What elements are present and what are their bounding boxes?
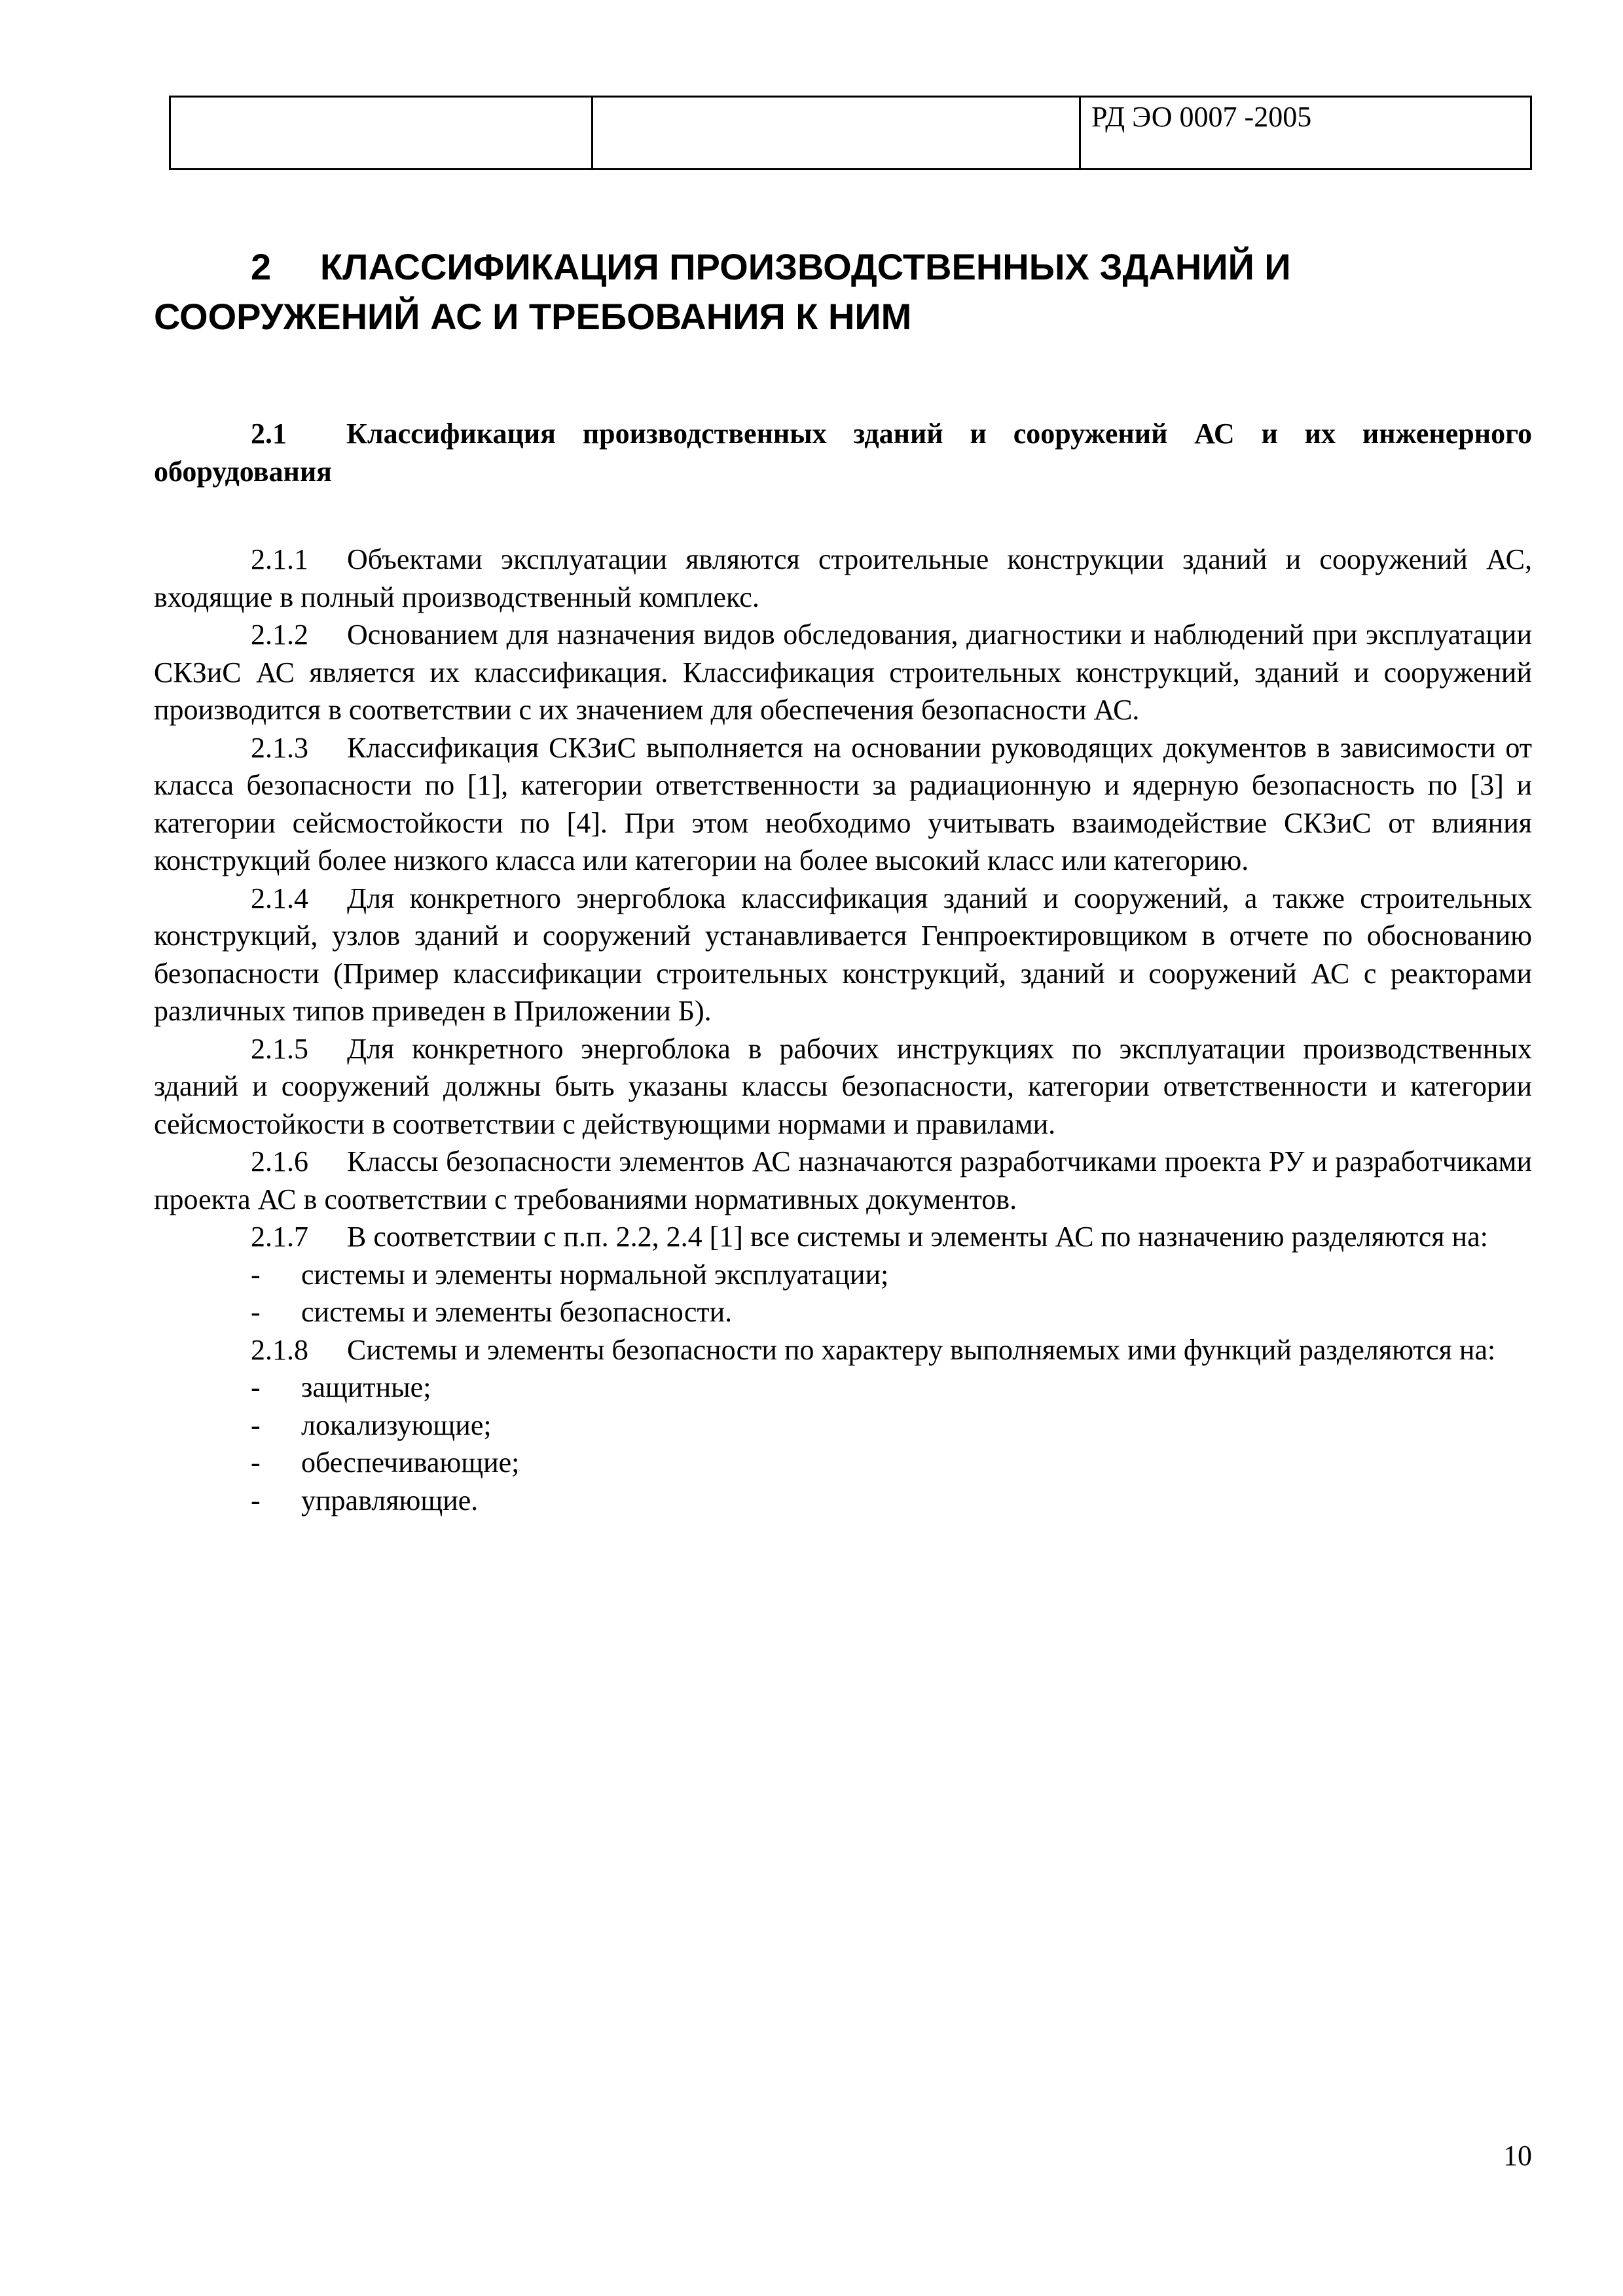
paragraph	[154, 1143, 1532, 1218]
paragraph-number: 2.1.2	[251, 619, 308, 651]
paragraph-text: Основанием для назначения видов обследования, диагностики и наблюдений при эксплуатации СКЗиС АС является их классификация. Классификация строительных конструкций, зданий и сооружений производится в соответствии с их значением для обеспечения безопасности АС.	[154, 619, 1532, 726]
list-item-text: управляющие.	[301, 1484, 479, 1516]
bullet-dash: -	[251, 1371, 261, 1403]
chapter-title-line1: КЛАССИФИКАЦИЯ ПРОИЗВОДСТВЕННЫХ ЗДАНИЙ И	[320, 246, 1291, 287]
paragraph-text: Классификация СКЗиС выполняется на основании руководящих документов в зависимости от класса безопасности по [1], категории ответственности за радиационную и ядерную безопасность по [3] и категории сейсмостойкости по [4]. При этом необходимо учитывать взаимодействие СКЗиС от влияния конструкций более низкого класса или категории на более высокий класс или категорию.	[154, 731, 1532, 876]
list-item	[154, 1256, 1532, 1294]
bullet-dash: -	[251, 1408, 261, 1441]
header-table	[169, 96, 1532, 170]
paragraph	[154, 880, 1532, 1030]
header-cell-left	[171, 98, 593, 168]
page-content	[154, 242, 1532, 1519]
header-cell-middle	[593, 98, 1081, 168]
paragraph-text: Классы безопасности элементов АС назначаются разработчиками проекта РУ и разработчиками проекта АС в соответствии с требованиями нормативных документов.	[154, 1145, 1532, 1215]
list-item	[154, 1369, 1532, 1407]
bullet-dash: -	[251, 1446, 261, 1479]
paragraph-number: 2.1.3	[251, 731, 308, 764]
paragraph	[154, 1030, 1532, 1143]
paragraph	[154, 1218, 1532, 1256]
paragraph-text: В соответствии с п.п. 2.2, 2.4 [1] все системы и элементы АС по назначению разделяются на:	[347, 1221, 1488, 1253]
section-number: 2.1	[251, 418, 287, 450]
list-item-text: обеспечивающие;	[301, 1446, 520, 1479]
paragraph	[154, 616, 1532, 729]
list-item	[154, 1444, 1532, 1482]
paragraph-number: 2.1.1	[251, 543, 308, 575]
list-item-text: локализующие;	[301, 1408, 492, 1441]
section-title-text: Классификация производственных зданий и сооружений АС и их инженерного оборудования	[154, 418, 1532, 488]
paragraph-number: 2.1.5	[251, 1032, 308, 1065]
list-item	[154, 1293, 1532, 1331]
paragraph-text: Системы и элементы безопасности по характеру выполняемых ими функций разделяются на:	[347, 1333, 1496, 1366]
list-item-text: системы и элементы нормальной эксплуатации;	[301, 1258, 889, 1291]
section-title	[154, 415, 1532, 491]
page-number: 10	[1503, 2140, 1532, 2172]
paragraph	[154, 541, 1532, 616]
document-code: РД ЭО 0007 -2005	[1091, 101, 1312, 133]
paragraph-text: Для конкретного энергоблока в рабочих инструкциях по эксплуатации производственных зданий и сооружений должны быть указаны классы безопасности, категории ответственности и категории сейсмостойкости в соответствии с действующими нормами и правилами.	[154, 1032, 1532, 1140]
list-item	[154, 1482, 1532, 1520]
list-item-text: системы и элементы безопасности.	[301, 1296, 733, 1328]
bullet-dash: -	[251, 1484, 261, 1516]
chapter-title	[154, 242, 1532, 342]
paragraph-number: 2.1.4	[251, 882, 308, 914]
paragraph-number: 2.1.8	[251, 1333, 308, 1366]
bullet-dash: -	[251, 1296, 261, 1328]
bullet-dash: -	[251, 1258, 261, 1291]
chapter-title-line2: СООРУЖЕНИЙ АС И ТРЕБОВАНИЯ К НИМ	[154, 296, 912, 337]
paragraph-text: Для конкретного энергоблока классификация зданий и сооружений, а также строительных конструкций, узлов зданий и сооружений устанавливается Генпроектировщиком в отчете по обоснованию безопасности (Пример классификации строительных конструкций, зданий и сооружений АС с реакторами различных типов приведен в Приложении Б).	[154, 882, 1532, 1027]
chapter-number: 2	[251, 246, 272, 287]
paragraph	[154, 1331, 1532, 1369]
paragraph	[154, 729, 1532, 880]
body-text	[154, 541, 1532, 1519]
list-item-text: защитные;	[301, 1371, 431, 1403]
list-item	[154, 1407, 1532, 1444]
paragraph-number: 2.1.7	[251, 1221, 308, 1253]
paragraph-number: 2.1.6	[251, 1145, 308, 1177]
paragraph-text: Объектами эксплуатации являются строительные конструкции зданий и сооружений АС, входящие в полный производственный комплекс.	[154, 543, 1532, 613]
